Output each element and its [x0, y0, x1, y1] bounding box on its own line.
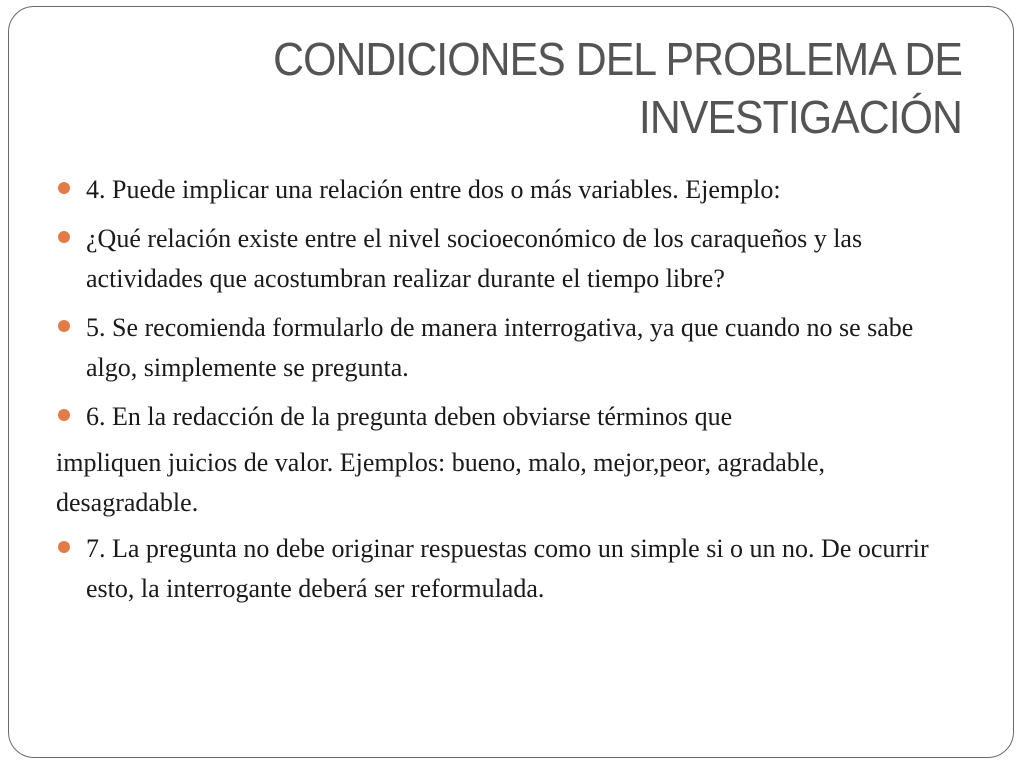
bullet-dot-icon	[58, 182, 70, 194]
bullet-dot-icon	[58, 231, 70, 243]
bullet-text: 4. Puede implicar una relación entre dos o más variables. Ejemplo:	[86, 175, 781, 204]
bullet-item	[56, 308, 956, 388]
bullet-item	[56, 529, 956, 609]
bullet-dot-icon	[58, 541, 70, 553]
bullet-text: ¿Qué relación existe entre el nivel socioeconómico de los caraqueños y las actividades que acostumbran realizar durante el tiempo libre?	[86, 224, 863, 293]
bullet-item	[56, 170, 956, 210]
bullet-dot-icon	[58, 320, 70, 332]
bullet-item	[56, 219, 956, 299]
bullet-dot-icon	[58, 409, 70, 421]
bullet-item	[56, 397, 956, 437]
title-line-1: CONDICIONES DEL PROBLEMA DE	[273, 33, 962, 85]
slide-body	[56, 170, 956, 618]
bullet-text: 6. En la redacción de la pregunta deben obviarse términos que	[86, 402, 733, 431]
bullet-text: 5. Se recomienda formularlo de manera interrogativa, ya que cuando no se sabe algo, simplemente se pregunta.	[86, 313, 914, 382]
title-line-2: INVESTIGACIÓN	[638, 91, 962, 143]
slide-title	[162, 30, 962, 146]
bullet-text: 7. La pregunta no debe originar respuestas como un simple si o un no. De ocurrir esto, la interrogante deberá ser reformulada.	[86, 534, 929, 603]
paragraph-text: impliquen juicios de valor. Ejemplos: bueno, malo, mejor,peor, agradable, desagradable.	[56, 448, 826, 517]
